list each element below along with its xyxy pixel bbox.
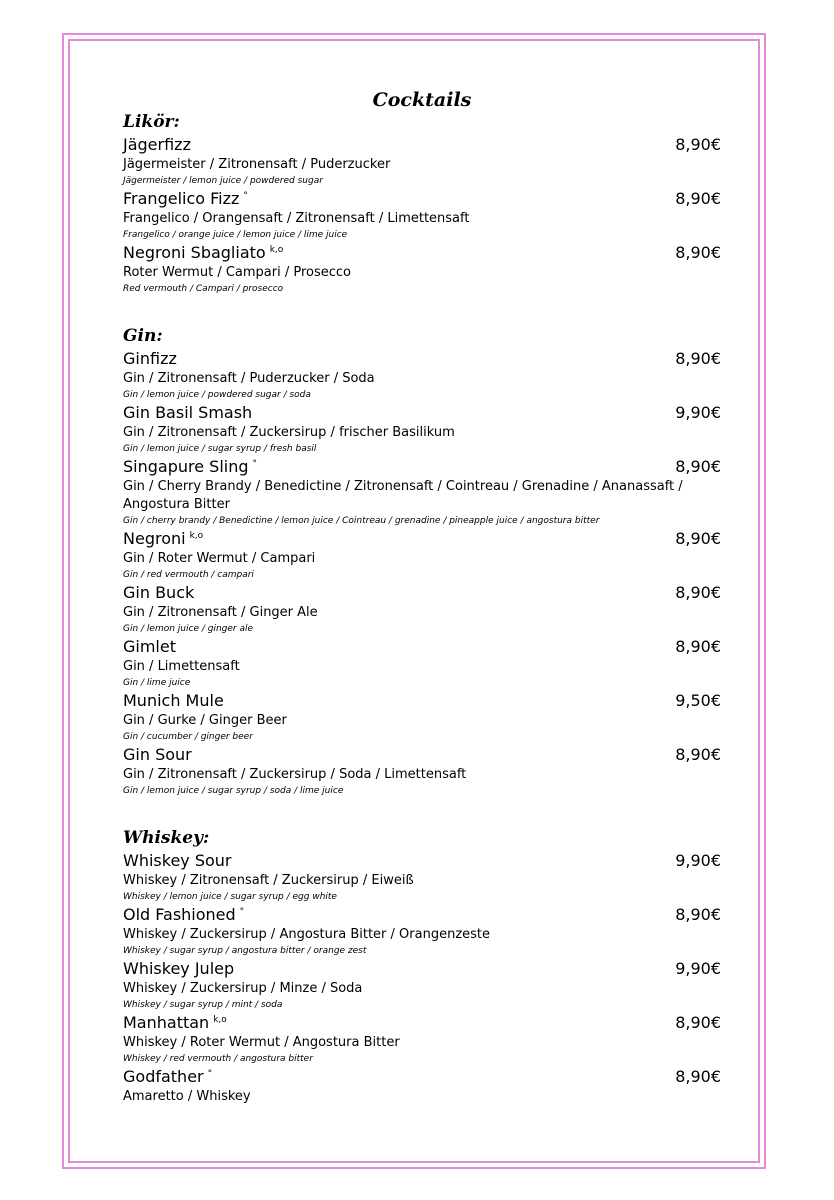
menu-item — [123, 958, 721, 1012]
menu-item-ingredients-en: Gin / cherry brandy / Benedictine / lemon juice / Cointreau / grenadine / pineapple juice / angostura bitter — [123, 516, 600, 526]
menu-item-name-wrap — [123, 188, 248, 210]
menu-item-ingredients-en: Red vermouth / Campari / prosecco — [123, 284, 284, 294]
menu-item-price: 9,90€ — [675, 959, 721, 978]
menu-item-name: Gin Buck — [123, 583, 195, 602]
menu-item-header — [123, 1066, 721, 1088]
menu-item-header — [123, 636, 721, 658]
menu-item-ingredients-en: Gin / lemon juice / ginger ale — [123, 624, 254, 634]
menu-item-name: Gin Sour — [123, 745, 192, 764]
menu-item — [123, 850, 721, 904]
menu-item-name-wrap — [123, 456, 257, 478]
menu-item — [123, 1066, 721, 1106]
menu-item-header — [123, 348, 721, 370]
menu-item-ingredients-de: Gin / Gurke / Ginger Beer — [123, 713, 287, 728]
menu-item-name-wrap — [123, 1012, 227, 1034]
menu-item — [123, 636, 721, 690]
menu-item-ingredients-en: Whiskey / red vermouth / angostura bitter — [123, 1054, 313, 1064]
menu-section — [123, 112, 721, 296]
menu-item-price: 8,90€ — [675, 745, 721, 764]
section-title: Whiskey: — [123, 828, 210, 848]
menu-item-name-wrap — [123, 1066, 212, 1088]
menu-item-name: Godfather — [123, 1067, 204, 1086]
menu-item-price: 8,90€ — [675, 135, 721, 154]
menu-section — [123, 828, 721, 1106]
allergen-marks: ° — [252, 458, 257, 469]
menu-item — [123, 528, 721, 582]
menu-item-ingredients-de: Gin / Roter Wermut / Campari — [123, 551, 316, 566]
menu-item — [123, 582, 721, 636]
menu-item-name: Gimlet — [123, 637, 176, 656]
menu-item-ingredients-en: Gin / lime juice — [123, 678, 191, 688]
allergen-marks: ° — [243, 190, 248, 201]
menu-item-ingredients-de: Roter Wermut / Campari / Prosecco — [123, 265, 351, 280]
menu-item-name-wrap — [123, 958, 234, 980]
menu-item-ingredients-de: Gin / Zitronensaft / Zuckersirup / Soda / Limettensaft — [123, 767, 467, 782]
menu-item-name-wrap — [123, 348, 177, 370]
menu-item-name: Jägerfizz — [123, 135, 191, 154]
menu-item-price: 9,50€ — [675, 691, 721, 710]
menu-item-header — [123, 242, 721, 264]
allergen-marks: k,o — [189, 530, 204, 541]
allergen-marks: ° — [207, 1068, 213, 1079]
menu-item-header — [123, 850, 721, 872]
menu-item-name: Whiskey Sour — [123, 851, 232, 870]
allergen-marks: k,o — [213, 1014, 227, 1025]
menu-item-header — [123, 528, 721, 550]
menu-item-ingredients-en: Gin / cucumber / ginger beer — [123, 732, 253, 742]
menu-item-ingredients-en: Gin / red vermouth / campari — [123, 570, 254, 580]
menu-item-name: Manhattan — [123, 1013, 210, 1032]
menu-item — [123, 1012, 721, 1066]
menu-item-name-wrap — [123, 904, 244, 926]
menu-title: Cocktails — [372, 89, 472, 111]
menu-item-name: Frangelico Fizz — [123, 189, 240, 208]
menu-item-ingredients-de: Whiskey / Roter Wermut / Angostura Bitter — [123, 1035, 400, 1050]
menu-item-ingredients-en: Gin / lemon juice / powdered sugar / soda — [123, 390, 311, 400]
menu-content — [123, 88, 721, 1106]
menu-item-ingredients-en: Gin / lemon juice / sugar syrup / soda / lime juice — [123, 786, 344, 796]
menu-item-price: 9,90€ — [675, 851, 721, 870]
menu-item-name: Negroni Sbagliato — [123, 243, 266, 262]
menu-item-name-wrap — [123, 242, 283, 264]
menu-item-header — [123, 690, 721, 712]
menu-item — [123, 348, 721, 402]
menu-item-ingredients-de: Frangelico / Orangensaft / Zitronensaft / Limettensaft — [123, 211, 470, 226]
section-title: Likör: — [123, 112, 180, 132]
menu-item-header — [123, 582, 721, 604]
menu-item-price: 8,90€ — [675, 583, 721, 602]
menu-item-name: Gin Basil Smash — [123, 403, 253, 422]
menu-item-name: Old Fashioned — [123, 905, 236, 924]
menu-item-price: 8,90€ — [675, 637, 721, 656]
menu-item-name: Ginfizz — [123, 349, 177, 368]
menu-item-name-wrap — [123, 850, 232, 872]
menu-item-price: 8,90€ — [675, 457, 721, 476]
menu-item-header — [123, 134, 721, 156]
menu-item-ingredients-de: Gin / Zitronensaft / Puderzucker / Soda — [123, 371, 375, 386]
menu-item-price: 8,90€ — [675, 905, 721, 924]
menu-item — [123, 690, 721, 744]
menu-item-ingredients-en: Gin / lemon juice / sugar syrup / fresh basil — [123, 444, 317, 454]
menu-item-name-wrap — [123, 582, 194, 604]
menu-item-ingredients-de: Amaretto / Whiskey — [123, 1089, 251, 1104]
allergen-marks: k,o — [269, 244, 284, 255]
allergen-marks: ° — [239, 906, 245, 917]
menu-item — [123, 134, 721, 188]
menu-item-header — [123, 188, 721, 210]
menu-item-price: 8,90€ — [675, 349, 721, 368]
menu-item-header — [123, 904, 721, 926]
menu-item-name: Munich Mule — [123, 691, 224, 710]
menu-item-name-wrap — [123, 402, 252, 424]
menu-item — [123, 402, 721, 456]
menu-item — [123, 188, 721, 242]
section-title: Gin: — [123, 326, 163, 346]
menu-item-ingredients-en: Whiskey / sugar syrup / mint / soda — [123, 1000, 283, 1010]
menu-item-ingredients-en: Whiskey / sugar syrup / angostura bitter / orange zest — [123, 946, 367, 956]
menu-sections — [123, 112, 721, 1106]
menu-item-price: 8,90€ — [675, 1067, 721, 1086]
menu-section — [123, 326, 721, 798]
menu-item-header — [123, 958, 721, 980]
menu-item — [123, 904, 721, 958]
menu-item-price: 8,90€ — [675, 243, 721, 262]
menu-item-ingredients-de: Gin / Zitronensaft / Zuckersirup / frischer Basilikum — [123, 425, 455, 440]
menu-item-name-wrap — [123, 636, 176, 658]
menu-item-name: Whiskey Julep — [123, 959, 235, 978]
menu-item-price: 8,90€ — [675, 189, 721, 208]
menu-item-header — [123, 402, 721, 424]
menu-item-name-wrap — [123, 744, 192, 766]
menu-item — [123, 456, 721, 528]
menu-item-ingredients-de: Whiskey / Zitronensaft / Zuckersirup / Eiweiß — [123, 873, 414, 888]
menu-item-price: 8,90€ — [675, 1013, 721, 1032]
menu-item-ingredients-de: Whiskey / Zuckersirup / Minze / Soda — [123, 981, 363, 996]
menu-item — [123, 744, 721, 798]
menu-item-header — [123, 744, 721, 766]
menu-item-ingredients-de: Gin / Limettensaft — [123, 659, 240, 674]
menu-item-price: 8,90€ — [675, 529, 721, 548]
menu-item-ingredients-de: Jägermeister / Zitronensaft / Puderzucker — [123, 157, 391, 172]
menu-item-name-wrap — [123, 134, 191, 156]
menu-item-ingredients-de: Gin / Cherry Brandy / Benedictine / Zitronensaft / Cointreau / Grenadine / Ananassaft / Angostura Bitter — [123, 479, 683, 512]
menu-item-ingredients-en: Jägermeister / lemon juice / powdered sugar — [123, 176, 323, 186]
menu-item-name-wrap — [123, 528, 203, 550]
menu-item — [123, 242, 721, 296]
menu-item-header — [123, 1012, 721, 1034]
menu-item-name: Negroni — [123, 529, 186, 548]
menu-item-ingredients-en: Frangelico / orange juice / lemon juice / lime juice — [123, 230, 348, 240]
menu-item-ingredients-en: Whiskey / lemon juice / sugar syrup / egg white — [123, 892, 337, 902]
menu-item-name-wrap — [123, 690, 224, 712]
menu-item-name: Singapure Sling — [123, 457, 249, 476]
menu-item-ingredients-de: Whiskey / Zuckersirup / Angostura Bitter / Orangenzeste — [123, 927, 491, 942]
menu-item-header — [123, 456, 721, 478]
menu-item-price: 9,90€ — [675, 403, 721, 422]
menu-item-ingredients-de: Gin / Zitronensaft / Ginger Ale — [123, 605, 318, 620]
